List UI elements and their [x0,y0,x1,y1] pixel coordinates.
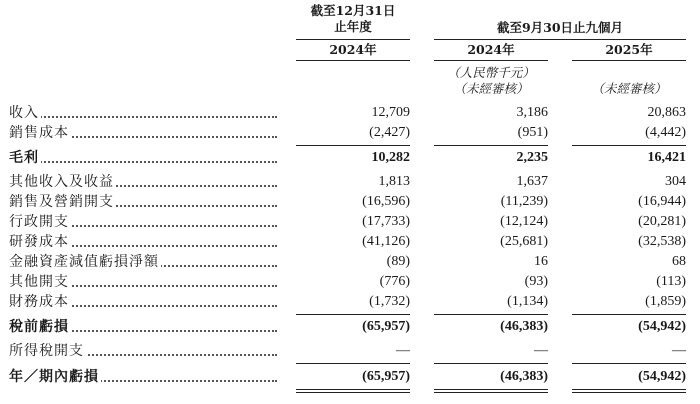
row-label: 銷售成本 [9,123,277,143]
col1-year-header: 2024年 [329,42,377,57]
row-label: 研發成本 [9,232,277,252]
value-2024-fy: (2,427) [369,125,410,140]
value-2024-fy: (16,596) [362,194,410,209]
table-row-rnd-costs [0,232,700,252]
value-2024-fy: 1,813 [378,174,410,189]
year-rule-col1 [296,60,410,61]
table-row-admin-expenses [0,212,700,232]
net-loss-rule-col1 [296,363,410,364]
value-2024-fy: — [396,343,410,358]
subtotal-rule-col3 [572,145,686,146]
value-2025-9m: (54,942) [638,369,686,384]
col3-year-header: 2025年 [605,42,653,57]
row-label: 毛利 [9,148,277,168]
value-2025-9m: (1,859) [645,294,686,309]
value-2024-fy: (776) [379,274,410,289]
total-double-rule-col3 [572,389,686,393]
row-label: 財務成本 [9,292,277,312]
value-2025-9m: 20,863 [647,105,686,120]
value-2024-9m: — [534,343,548,358]
value-2025-9m: 304 [665,174,686,189]
nine-months-header: 截至9月30日止九個月 [496,20,624,35]
pretax-rule-col2 [434,314,548,315]
net-loss-rule-col2 [434,363,548,364]
value-2024-9m: 16 [534,254,548,269]
value-2024-fy: (17,733) [362,214,410,229]
row-label: 其他開支 [9,272,277,292]
value-2025-9m: (4,442) [645,125,686,140]
value-2024-fy: (89) [386,254,410,269]
col2-year-header: 2024年 [467,42,515,57]
table-row-income-tax [0,341,700,361]
col3-unaudited-note: （未經審核） [591,81,667,96]
table-row-loss-before-tax [0,317,700,337]
row-label: 稅前虧損 [9,317,277,337]
value-2024-9m: (951) [517,125,548,140]
row-label: 銷售及營銷開支 [9,192,277,212]
row-label: 收入 [9,103,277,123]
value-2024-9m: (93) [524,274,548,289]
pretax-rule-col3 [572,314,686,315]
net-loss-rule-col3 [572,363,686,364]
row-label: 其他收入及收益 [9,172,277,192]
col2-unaudited-note: （未經審核） [453,81,529,96]
subtotal-rule-col1 [296,145,410,146]
value-2025-9m: (32,538) [638,234,686,249]
table-row-selling-expenses [0,192,700,212]
row-label: 行政開支 [9,212,277,232]
value-2024-9m: 3,186 [516,105,548,120]
value-2024-9m: (46,383) [500,369,548,384]
pretax-rule-col1 [296,314,410,315]
row-label: 金融資產減值虧損淨額 [9,252,277,272]
value-2024-fy: (65,957) [362,369,410,384]
value-2024-fy: 12,709 [371,105,410,120]
year-rule-col3 [572,60,686,61]
value-2024-9m: (46,383) [500,319,548,334]
total-double-rule-col1 [296,389,410,393]
value-2025-9m: (113) [656,274,686,289]
value-2024-9m: 2,235 [516,150,548,165]
value-2024-9m: 1,637 [516,174,548,189]
value-2024-fy: (65,957) [362,319,410,334]
header-rule-span [434,39,686,40]
header-rule-col1 [296,39,410,40]
value-2024-9m: (1,134) [507,294,548,309]
value-2025-9m: (54,942) [638,319,686,334]
value-2025-9m: 16,421 [647,150,686,165]
value-2025-9m: (16,944) [638,194,686,209]
table-row-gross-profit [0,148,700,168]
table-row-other-income [0,172,700,192]
row-label: 所得稅開支 [9,341,277,361]
currency-unit-note: （人民幣千元） [447,65,535,80]
table-row-cost-of-sales [0,123,700,143]
value-2024-9m: (12,124) [500,214,548,229]
total-double-rule-col2 [434,389,548,393]
value-2025-9m: — [672,343,686,358]
table-row-net-loss [0,367,700,387]
col1-period-line1: 截至12月31日 [310,3,396,18]
subtotal-rule-col2 [434,145,548,146]
value-2024-9m: (11,239) [500,194,548,209]
col1-period-header [296,3,410,35]
col1-period-line2: 止年度 [334,19,372,34]
value-2025-9m: 68 [672,254,686,269]
table-row-finance-costs [0,292,700,312]
value-2024-fy: (1,732) [369,294,410,309]
row-label: 年／期內虧損 [9,367,277,387]
value-2025-9m: (20,281) [638,214,686,229]
value-2024-9m: (25,681) [500,234,548,249]
table-row-other-expenses [0,272,700,292]
value-2024-fy: 10,282 [371,150,410,165]
table-row-revenue [0,103,700,123]
table-row-impairment-losses [0,252,700,272]
year-rule-col2 [434,60,548,61]
value-2024-fy: (41,126) [362,234,410,249]
